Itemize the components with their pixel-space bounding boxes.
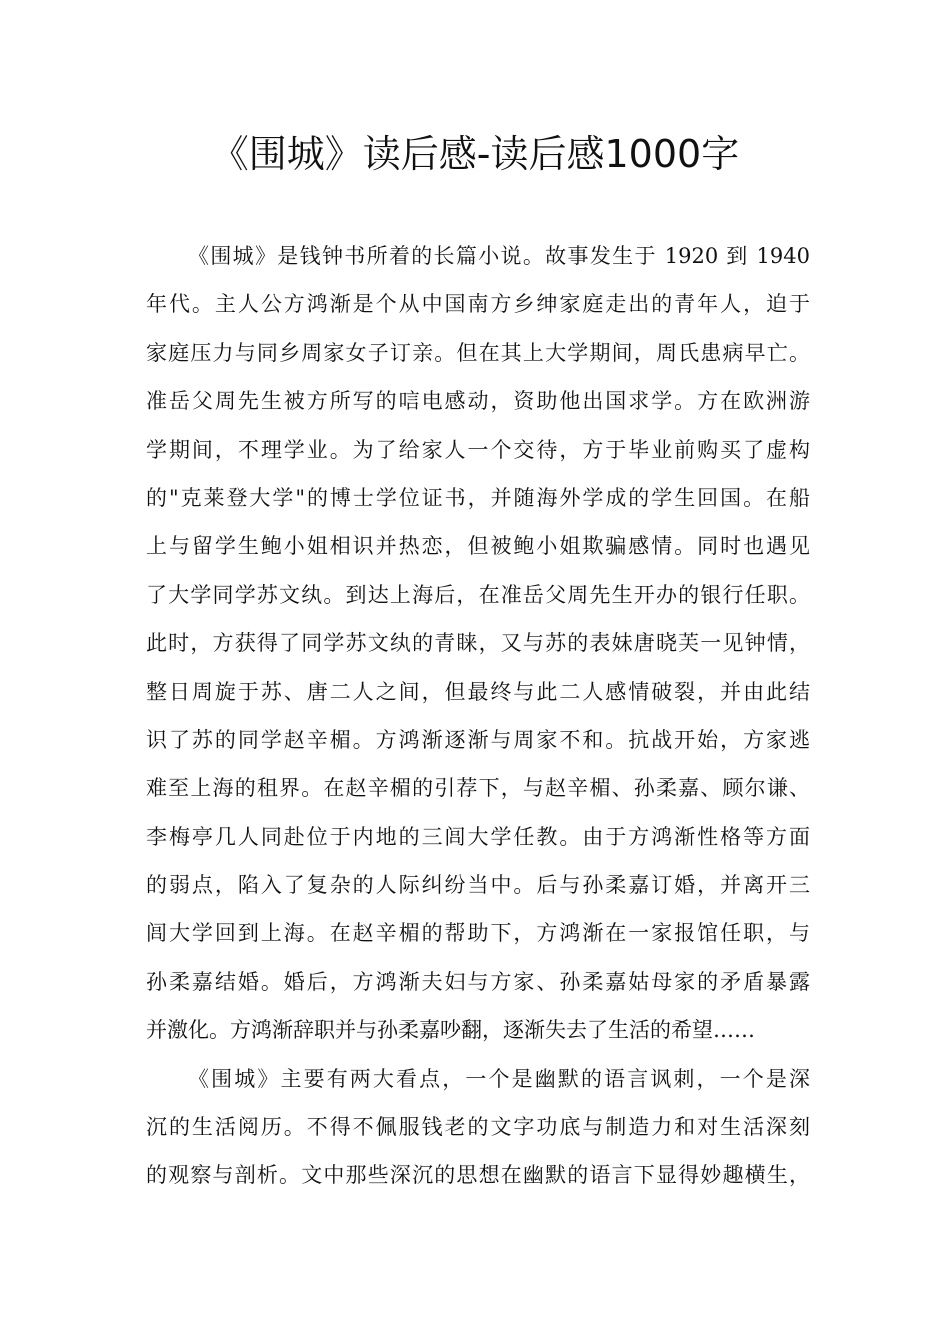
- paragraph-line: 的"克莱登大学"的博士学位证书，并随海外学成的学生回国。在船: [146, 485, 810, 510]
- paragraph-line: 孙柔嘉结婚。婚后，方鸿渐夫妇与方家、孙柔嘉姑母家的矛盾暴露: [146, 969, 810, 994]
- paragraph-line: 难至上海的租界。在赵辛楣的引荐下，与赵辛楣、孙柔嘉、顾尔谦、: [146, 776, 810, 801]
- paragraph-line: 的观察与剖析。文中那些深沉的思想在幽默的语言下显得妙趣横生，: [146, 1163, 810, 1188]
- paragraph-line: 此时，方获得了同学苏文纨的青睐，又与苏的表妹唐晓芙一见钟情，: [146, 631, 810, 656]
- paragraph-line: 识了苏的同学赵辛楣。方鸿渐逐渐与周家不和。抗战开始，方家逃: [146, 727, 810, 752]
- paragraph-line: 《围城》是钱钟书所着的长篇小说。故事发生于 1920 到 1940: [188, 244, 810, 268]
- paragraph-line: 李梅亭几人同赴位于内地的三闾大学任教。由于方鸿渐性格等方面: [146, 824, 810, 849]
- document-title: 《围城》读后感-读后感1000字: [210, 132, 740, 176]
- paragraph-line: 沉的生活阅历。不得不佩服钱老的文字功底与制造力和对生活深刻: [146, 1115, 810, 1140]
- paragraph-line: 了大学同学苏文纨。到达上海后，在准岳父周先生开办的银行任职。: [146, 582, 810, 607]
- paragraph-line: 并激化。方鸿渐辞职并与孙柔嘉吵翻，逐渐失去了生活的希望……: [146, 1018, 755, 1043]
- paragraph-line: 《围城》主要有两大看点，一个是幽默的语言讽刺，一个是深: [188, 1066, 810, 1091]
- paragraph-line: 学期间，不理学业。为了给家人一个交待，方于毕业前购买了虚构: [146, 437, 810, 462]
- paragraph-line: 准岳父周先生被方所写的唁电感动，资助他出国求学。方在欧洲游: [146, 389, 810, 414]
- paragraph-line: 年代。主人公方鸿渐是个从中国南方乡绅家庭走出的青年人，迫于: [146, 292, 810, 317]
- paragraph-line: 的弱点，陷入了复杂的人际纠纷当中。后与孙柔嘉订婚，并离开三: [146, 873, 810, 898]
- paragraph-line: 整日周旋于苏、唐二人之间，但最终与此二人感情破裂，并由此结: [146, 679, 810, 704]
- paragraph-line: 上与留学生鲍小姐相识并热恋，但被鲍小姐欺骗感情。同时也遇见: [146, 534, 810, 559]
- paragraph-line: 家庭压力与同乡周家女子订亲。但在其上大学期间，周氏患病早亡。: [146, 340, 810, 365]
- document-body: [146, 232, 810, 1200]
- paragraph-line: 闾大学回到上海。在赵辛楣的帮助下，方鸿渐在一家报馆任职，与: [146, 921, 810, 946]
